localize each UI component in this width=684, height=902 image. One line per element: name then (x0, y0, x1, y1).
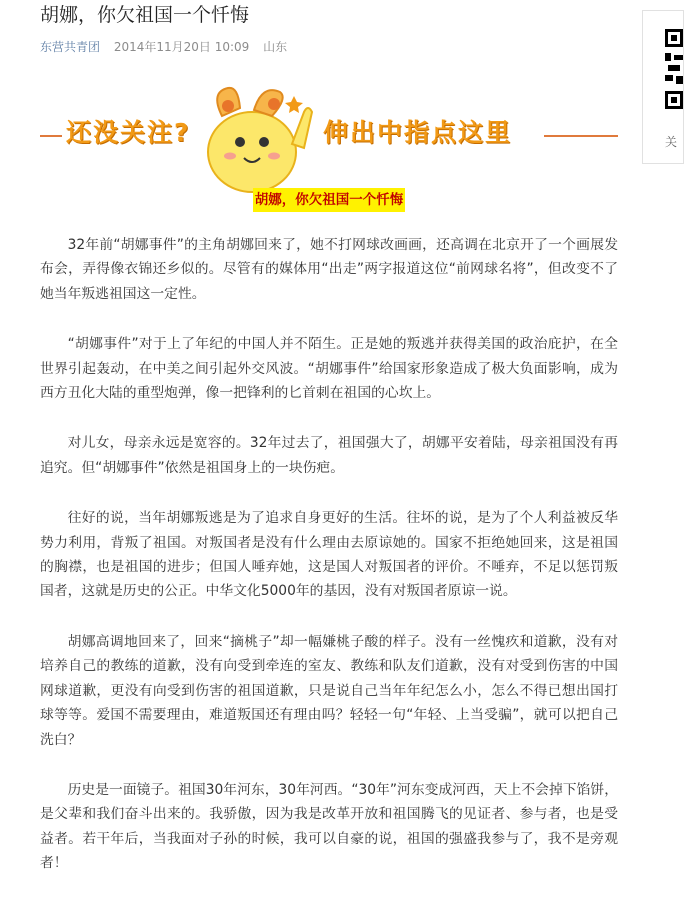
article-title: 胡娜，你欠祖国一个忏悔 (40, 4, 250, 26)
paragraph: 32年前“胡娜事件”的主角胡娜回来了，她不打网球改画画，还高调在北京开了一个画展发布会，弄得像衣锦还乡似的。尽管有的媒体用“出走”两字报道这位“前网球名将”，但改变不了她当年叛逃祖国这一定性。 (40, 237, 618, 302)
paragraph: 对儿女，母亲永远是宽容的。32年过去了，祖国强大了，胡娜平安着陆，母亲祖国没有再追究。但“胡娜事件”依然是祖国身上的一块伤疤。 (40, 435, 618, 476)
article-subheading (40, 188, 618, 212)
banner-dash-left (40, 135, 62, 137)
publish-datetime: 2014年11月20日 10:09 (113, 40, 250, 54)
qr-code-icon (665, 29, 683, 109)
paragraph: 往好的说，当年胡娜叛逃是为了追求自身更好的生活。往坏的说，是为了个人利益被反华势力利用，背叛了祖国。对叛国者是没有什么理由去原谅她的。国家不拒绝她回来，这是祖国的胸襟，也是祖国的进步；但国人唾弃她，这是国人对叛国者的评价。不唾弃，不足以惩罚叛国者，这就是历史的公正。中华文化5000年的基因，没有对叛国者原谅一说。 (40, 510, 618, 600)
banner-dash-right (544, 135, 618, 137)
paragraph: 胡娜高调地回来了，回来“摘桃子”却一幅嫌桃子酸的样子。没有一丝愧疚和道歉，没有对培养自己的教练的道歉，没有向受到牵连的室友、教练和队友们道歉，没有对受到伤害的中国网球道歉，更没有向受到伤害的祖国道歉，只是说自己当年年纪怎么小，怎么不得已想出国打球等等。爱国不需要理由，难道叛国还有理由吗？轻轻一句“年轻、上当受骗”，就可以把自己洗白？ (40, 633, 618, 748)
follow-banner[interactable] (40, 80, 618, 190)
qr-side-panel[interactable] (642, 10, 684, 164)
banner-text-right: 伸出中指点这里 (323, 118, 513, 147)
paragraph: “胡娜事件”对于上了年纪的中国人并不陌生。正是她的叛逃并获得美国的政治庇护，在全世界引起轰动，在中美之间引起外交风波。“胡娜事件”给国家形象造成了极大负面影响，成为西方丑化大陆的重型炮弹，像一把锋利的匕首刺在祖国的心坎上。 (40, 336, 618, 402)
publish-location: 山东 (263, 40, 288, 54)
subheading-text: 胡娜，你欠祖国一个忏悔 (253, 188, 406, 212)
paragraph: 历史是一面镜子。祖国30年河东，30年河西。“30年”河东变成河西，天上不会掉下馅饼，是父辈和我们奋斗出来的。我骄傲，因为我是改革开放和祖国腾飞的见证者、参与者，也是受益者。若干年后，当我面对子孙的时候，我可以自豪的说，祖国的强盛我参与了，我不是旁观者！ (40, 781, 618, 872)
article-meta (40, 38, 297, 55)
account-name-link[interactable]: 东营共青团 (40, 40, 101, 54)
article-body (40, 233, 618, 902)
mascot-icon (192, 82, 314, 192)
banner-text-left: 还没关注? (66, 118, 191, 147)
qr-caption: 关 (665, 135, 678, 149)
